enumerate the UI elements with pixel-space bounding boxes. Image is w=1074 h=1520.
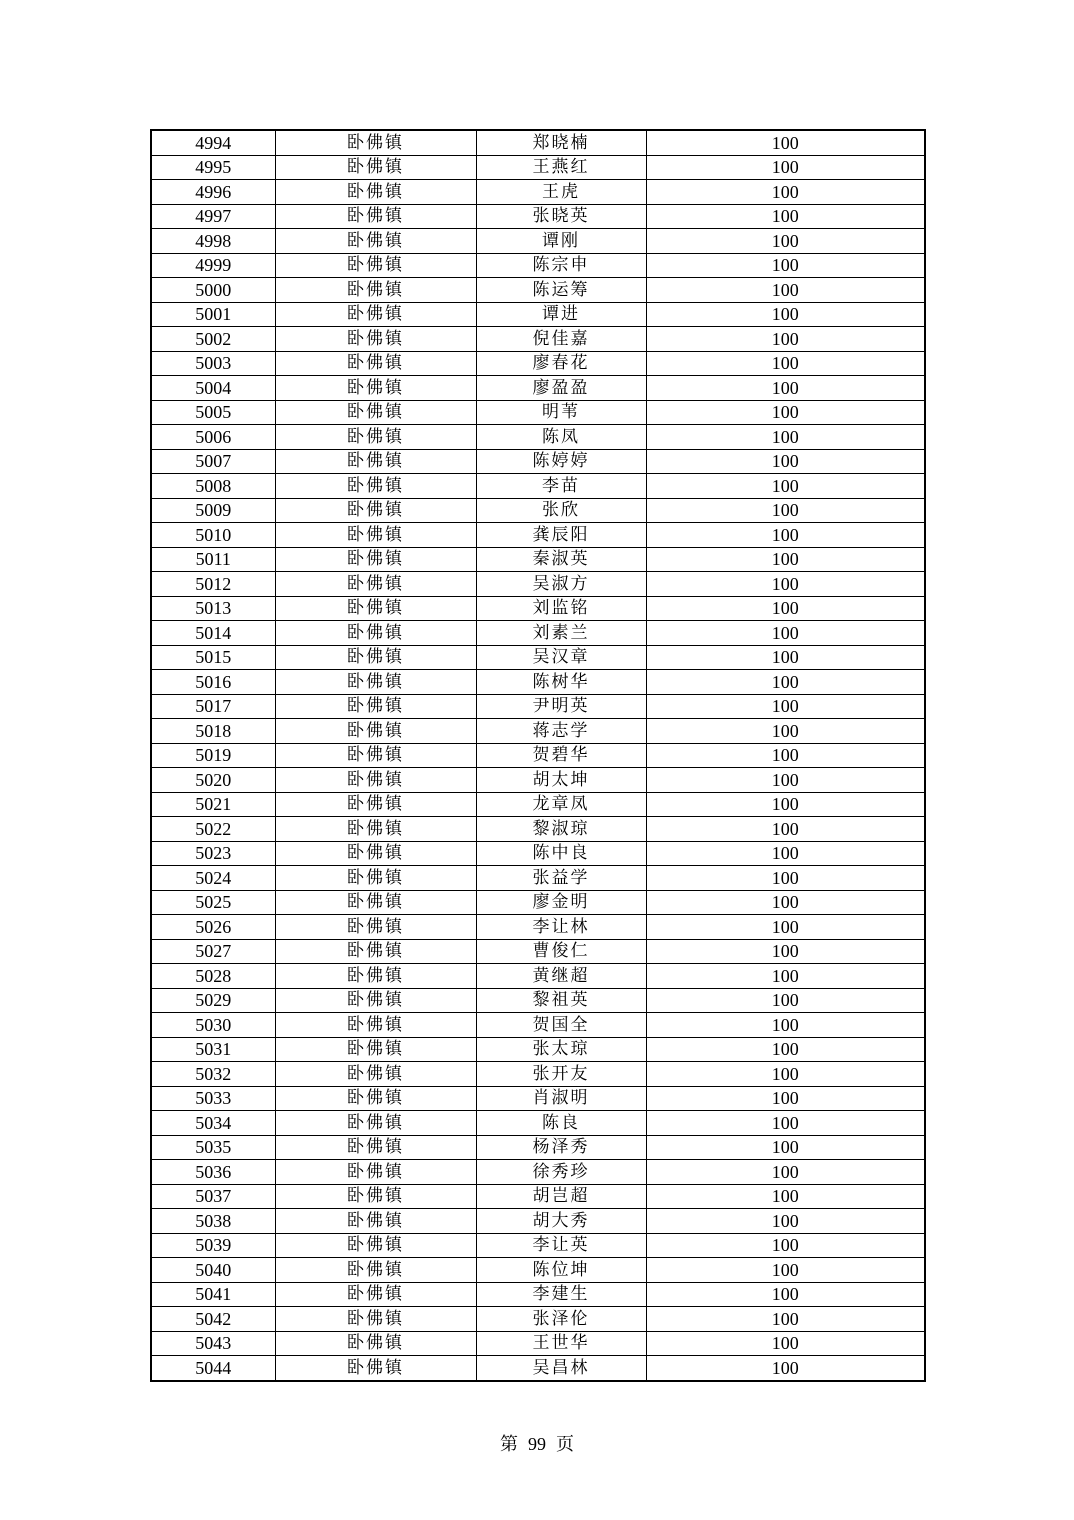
amount-cell: 100: [646, 694, 925, 719]
name-cell: 胡太坤: [476, 768, 646, 793]
serial-number-cell: 5034: [151, 1111, 275, 1136]
amount-cell: 100: [646, 1037, 925, 1062]
name-cell: 黄继超: [476, 964, 646, 989]
name-cell: 肖淑明: [476, 1086, 646, 1111]
amount-cell: 100: [646, 547, 925, 572]
table-row: [151, 523, 925, 548]
amount-cell: 100: [646, 719, 925, 744]
town-cell: 卧佛镇: [275, 351, 476, 376]
table-row: [151, 1331, 925, 1356]
amount-cell: 100: [646, 939, 925, 964]
name-cell: 胡岂超: [476, 1184, 646, 1209]
table-row: [151, 915, 925, 940]
town-cell: 卧佛镇: [275, 253, 476, 278]
name-cell: 郑晓楠: [476, 130, 646, 155]
town-cell: 卧佛镇: [275, 1062, 476, 1087]
town-cell: 卧佛镇: [275, 694, 476, 719]
table-row: [151, 1062, 925, 1087]
amount-cell: 100: [646, 1282, 925, 1307]
serial-number-cell: 5016: [151, 670, 275, 695]
amount-cell: 100: [646, 1062, 925, 1087]
name-cell: 陈良: [476, 1111, 646, 1136]
name-cell: 尹明英: [476, 694, 646, 719]
serial-number-cell: 4999: [151, 253, 275, 278]
amount-cell: 100: [646, 792, 925, 817]
serial-number-cell: 5036: [151, 1160, 275, 1185]
amount-cell: 100: [646, 621, 925, 646]
amount-cell: 100: [646, 376, 925, 401]
table-row: [151, 155, 925, 180]
name-cell: 贺国全: [476, 1013, 646, 1038]
town-cell: 卧佛镇: [275, 400, 476, 425]
name-cell: 倪佳嘉: [476, 327, 646, 352]
town-cell: 卧佛镇: [275, 841, 476, 866]
table-row: [151, 743, 925, 768]
name-cell: 贺碧华: [476, 743, 646, 768]
amount-cell: 100: [646, 523, 925, 548]
town-cell: 卧佛镇: [275, 1184, 476, 1209]
town-cell: 卧佛镇: [275, 817, 476, 842]
amount-cell: 100: [646, 449, 925, 474]
name-cell: 黎淑琼: [476, 817, 646, 842]
amount-cell: 100: [646, 572, 925, 597]
town-cell: 卧佛镇: [275, 130, 476, 155]
serial-number-cell: 5007: [151, 449, 275, 474]
name-cell: 王燕红: [476, 155, 646, 180]
table-row: [151, 474, 925, 499]
amount-cell: 100: [646, 1209, 925, 1234]
serial-number-cell: 5039: [151, 1233, 275, 1258]
name-cell: 廖金明: [476, 890, 646, 915]
town-cell: 卧佛镇: [275, 180, 476, 205]
table-row: [151, 596, 925, 621]
serial-number-cell: 5029: [151, 988, 275, 1013]
table-row: [151, 130, 925, 155]
amount-cell: 100: [646, 130, 925, 155]
serial-number-cell: 4997: [151, 204, 275, 229]
table-row: [151, 1209, 925, 1234]
name-cell: 蒋志学: [476, 719, 646, 744]
town-cell: 卧佛镇: [275, 155, 476, 180]
amount-cell: 100: [646, 964, 925, 989]
town-cell: 卧佛镇: [275, 890, 476, 915]
serial-number-cell: 5011: [151, 547, 275, 572]
amount-cell: 100: [646, 204, 925, 229]
name-cell: 陈凤: [476, 425, 646, 450]
amount-cell: 100: [646, 302, 925, 327]
amount-cell: 100: [646, 890, 925, 915]
table-row: [151, 572, 925, 597]
table-row: [151, 1184, 925, 1209]
town-cell: 卧佛镇: [275, 1307, 476, 1332]
serial-number-cell: 5002: [151, 327, 275, 352]
amount-cell: 100: [646, 425, 925, 450]
town-cell: 卧佛镇: [275, 964, 476, 989]
table-row: [151, 547, 925, 572]
amount-cell: 100: [646, 400, 925, 425]
amount-cell: 100: [646, 1331, 925, 1356]
table-row: [151, 1307, 925, 1332]
page-number: 99: [528, 1434, 546, 1454]
town-cell: 卧佛镇: [275, 278, 476, 303]
amount-cell: 100: [646, 474, 925, 499]
table-row: [151, 302, 925, 327]
table-row: [151, 988, 925, 1013]
town-cell: 卧佛镇: [275, 1037, 476, 1062]
table-row: [151, 278, 925, 303]
name-cell: 王虎: [476, 180, 646, 205]
table-row: [151, 719, 925, 744]
name-cell: 陈婷婷: [476, 449, 646, 474]
serial-number-cell: 5012: [151, 572, 275, 597]
name-cell: 龙章凤: [476, 792, 646, 817]
serial-number-cell: 5028: [151, 964, 275, 989]
amount-cell: 100: [646, 155, 925, 180]
table-row: [151, 866, 925, 891]
table-row: [151, 1282, 925, 1307]
table-row: [151, 1111, 925, 1136]
town-cell: 卧佛镇: [275, 988, 476, 1013]
name-cell: 陈运筹: [476, 278, 646, 303]
amount-cell: 100: [646, 1307, 925, 1332]
amount-cell: 100: [646, 180, 925, 205]
amount-cell: 100: [646, 1013, 925, 1038]
table-row: [151, 204, 925, 229]
amount-cell: 100: [646, 768, 925, 793]
town-cell: 卧佛镇: [275, 1086, 476, 1111]
amount-cell: 100: [646, 327, 925, 352]
serial-number-cell: 5043: [151, 1331, 275, 1356]
name-cell: 杨泽秀: [476, 1135, 646, 1160]
name-cell: 张泽伦: [476, 1307, 646, 1332]
amount-cell: 100: [646, 1233, 925, 1258]
serial-number-cell: 5021: [151, 792, 275, 817]
amount-cell: 100: [646, 670, 925, 695]
table-row: [151, 449, 925, 474]
amount-cell: 100: [646, 645, 925, 670]
serial-number-cell: 5008: [151, 474, 275, 499]
name-cell: 张欣: [476, 498, 646, 523]
name-cell: 刘监铭: [476, 596, 646, 621]
serial-number-cell: 5010: [151, 523, 275, 548]
town-cell: 卧佛镇: [275, 670, 476, 695]
town-cell: 卧佛镇: [275, 645, 476, 670]
table-row: [151, 670, 925, 695]
name-cell: 明苇: [476, 400, 646, 425]
town-cell: 卧佛镇: [275, 1331, 476, 1356]
town-cell: 卧佛镇: [275, 376, 476, 401]
page-label-prefix: 第: [500, 1434, 518, 1454]
table-row: [151, 939, 925, 964]
name-cell: 黎祖英: [476, 988, 646, 1013]
page-footer: [0, 1430, 1074, 1456]
town-cell: 卧佛镇: [275, 327, 476, 352]
table-row: [151, 841, 925, 866]
town-cell: 卧佛镇: [275, 1258, 476, 1283]
name-cell: 陈宗申: [476, 253, 646, 278]
table-row: [151, 964, 925, 989]
town-cell: 卧佛镇: [275, 621, 476, 646]
serial-number-cell: 5037: [151, 1184, 275, 1209]
amount-cell: 100: [646, 817, 925, 842]
serial-number-cell: 5044: [151, 1356, 275, 1381]
town-cell: 卧佛镇: [275, 1013, 476, 1038]
serial-number-cell: 5031: [151, 1037, 275, 1062]
amount-cell: 100: [646, 1086, 925, 1111]
amount-cell: 100: [646, 1111, 925, 1136]
serial-number-cell: 5027: [151, 939, 275, 964]
roster-table-body: [151, 130, 925, 1381]
table-row: [151, 768, 925, 793]
name-cell: 龚辰阳: [476, 523, 646, 548]
table-row: [151, 645, 925, 670]
table-row: [151, 229, 925, 254]
name-cell: 吴淑方: [476, 572, 646, 597]
amount-cell: 100: [646, 1356, 925, 1381]
name-cell: 陈中良: [476, 841, 646, 866]
town-cell: 卧佛镇: [275, 425, 476, 450]
name-cell: 吴汉章: [476, 645, 646, 670]
table-row: [151, 253, 925, 278]
serial-number-cell: 5025: [151, 890, 275, 915]
serial-number-cell: 5035: [151, 1135, 275, 1160]
serial-number-cell: 4996: [151, 180, 275, 205]
name-cell: 秦淑英: [476, 547, 646, 572]
name-cell: 胡大秀: [476, 1209, 646, 1234]
table-row: [151, 498, 925, 523]
amount-cell: 100: [646, 596, 925, 621]
serial-number-cell: 5033: [151, 1086, 275, 1111]
serial-number-cell: 5023: [151, 841, 275, 866]
name-cell: 廖春花: [476, 351, 646, 376]
amount-cell: 100: [646, 1184, 925, 1209]
town-cell: 卧佛镇: [275, 229, 476, 254]
table-row: [151, 1233, 925, 1258]
town-cell: 卧佛镇: [275, 1209, 476, 1234]
amount-cell: 100: [646, 1160, 925, 1185]
table-row: [151, 1258, 925, 1283]
name-cell: 刘素兰: [476, 621, 646, 646]
table-row: [151, 351, 925, 376]
table-row: [151, 180, 925, 205]
table-row: [151, 792, 925, 817]
town-cell: 卧佛镇: [275, 1282, 476, 1307]
serial-number-cell: 4995: [151, 155, 275, 180]
table-row: [151, 621, 925, 646]
town-cell: 卧佛镇: [275, 768, 476, 793]
town-cell: 卧佛镇: [275, 1135, 476, 1160]
town-cell: 卧佛镇: [275, 1233, 476, 1258]
serial-number-cell: 5013: [151, 596, 275, 621]
name-cell: 李让英: [476, 1233, 646, 1258]
table-row: [151, 694, 925, 719]
serial-number-cell: 5038: [151, 1209, 275, 1234]
name-cell: 陈树华: [476, 670, 646, 695]
serial-number-cell: 5019: [151, 743, 275, 768]
amount-cell: 100: [646, 253, 925, 278]
town-cell: 卧佛镇: [275, 915, 476, 940]
town-cell: 卧佛镇: [275, 743, 476, 768]
name-cell: 李让林: [476, 915, 646, 940]
table-row: [151, 817, 925, 842]
page-label-suffix: 页: [556, 1434, 574, 1454]
serial-number-cell: 5024: [151, 866, 275, 891]
town-cell: 卧佛镇: [275, 302, 476, 327]
name-cell: 徐秀珍: [476, 1160, 646, 1185]
amount-cell: 100: [646, 841, 925, 866]
table-row: [151, 1356, 925, 1381]
amount-cell: 100: [646, 498, 925, 523]
town-cell: 卧佛镇: [275, 498, 476, 523]
amount-cell: 100: [646, 229, 925, 254]
town-cell: 卧佛镇: [275, 474, 476, 499]
serial-number-cell: 5000: [151, 278, 275, 303]
serial-number-cell: 5004: [151, 376, 275, 401]
town-cell: 卧佛镇: [275, 719, 476, 744]
serial-number-cell: 5001: [151, 302, 275, 327]
town-cell: 卧佛镇: [275, 866, 476, 891]
amount-cell: 100: [646, 988, 925, 1013]
town-cell: 卧佛镇: [275, 1356, 476, 1381]
table-row: [151, 1086, 925, 1111]
amount-cell: 100: [646, 915, 925, 940]
town-cell: 卧佛镇: [275, 792, 476, 817]
town-cell: 卧佛镇: [275, 1111, 476, 1136]
serial-number-cell: 5006: [151, 425, 275, 450]
table-row: [151, 1037, 925, 1062]
name-cell: 张益学: [476, 866, 646, 891]
serial-number-cell: 5005: [151, 400, 275, 425]
table-row: [151, 376, 925, 401]
table-row: [151, 425, 925, 450]
serial-number-cell: 5040: [151, 1258, 275, 1283]
name-cell: 曹俊仁: [476, 939, 646, 964]
serial-number-cell: 4994: [151, 130, 275, 155]
serial-number-cell: 5014: [151, 621, 275, 646]
town-cell: 卧佛镇: [275, 523, 476, 548]
serial-number-cell: 4998: [151, 229, 275, 254]
table-row: [151, 327, 925, 352]
name-cell: 谭进: [476, 302, 646, 327]
town-cell: 卧佛镇: [275, 596, 476, 621]
serial-number-cell: 5018: [151, 719, 275, 744]
table-row: [151, 1013, 925, 1038]
town-cell: 卧佛镇: [275, 449, 476, 474]
serial-number-cell: 5003: [151, 351, 275, 376]
serial-number-cell: 5041: [151, 1282, 275, 1307]
name-cell: 王世华: [476, 1331, 646, 1356]
amount-cell: 100: [646, 866, 925, 891]
table-row: [151, 400, 925, 425]
amount-cell: 100: [646, 278, 925, 303]
serial-number-cell: 5017: [151, 694, 275, 719]
name-cell: 陈位坤: [476, 1258, 646, 1283]
name-cell: 张太琼: [476, 1037, 646, 1062]
serial-number-cell: 5022: [151, 817, 275, 842]
town-cell: 卧佛镇: [275, 547, 476, 572]
name-cell: 李建生: [476, 1282, 646, 1307]
serial-number-cell: 5026: [151, 915, 275, 940]
name-cell: 廖盈盈: [476, 376, 646, 401]
town-cell: 卧佛镇: [275, 1160, 476, 1185]
amount-cell: 100: [646, 351, 925, 376]
roster-table: [150, 129, 926, 1382]
amount-cell: 100: [646, 743, 925, 768]
name-cell: 谭刚: [476, 229, 646, 254]
amount-cell: 100: [646, 1258, 925, 1283]
serial-number-cell: 5015: [151, 645, 275, 670]
name-cell: 张晓英: [476, 204, 646, 229]
name-cell: 吴昌林: [476, 1356, 646, 1381]
town-cell: 卧佛镇: [275, 939, 476, 964]
serial-number-cell: 5020: [151, 768, 275, 793]
serial-number-cell: 5009: [151, 498, 275, 523]
table-row: [151, 890, 925, 915]
serial-number-cell: 5030: [151, 1013, 275, 1038]
town-cell: 卧佛镇: [275, 204, 476, 229]
table-row: [151, 1160, 925, 1185]
serial-number-cell: 5042: [151, 1307, 275, 1332]
amount-cell: 100: [646, 1135, 925, 1160]
town-cell: 卧佛镇: [275, 572, 476, 597]
name-cell: 李苗: [476, 474, 646, 499]
name-cell: 张开友: [476, 1062, 646, 1087]
table-row: [151, 1135, 925, 1160]
serial-number-cell: 5032: [151, 1062, 275, 1087]
